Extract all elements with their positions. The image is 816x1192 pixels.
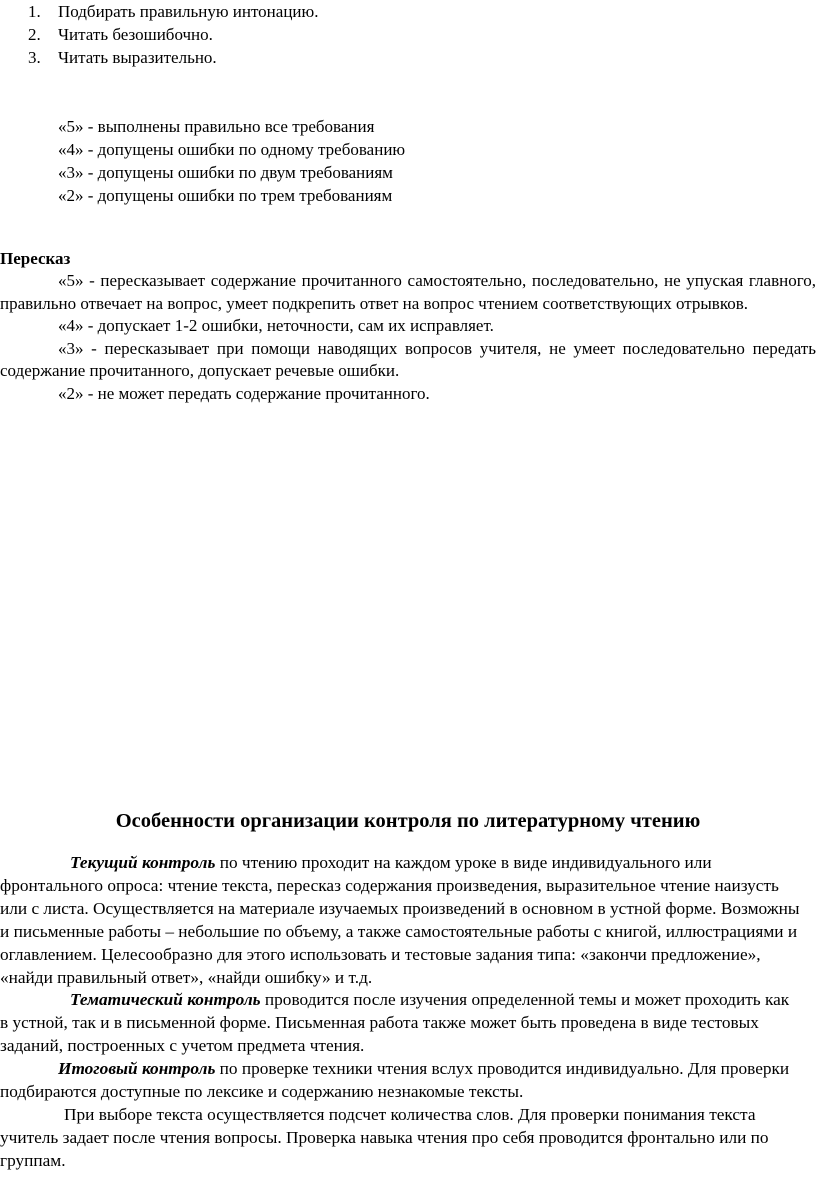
- closing-paragraph: При выборе текста осуществляется подсчет количества слов. Для проверки понимания текста учитель задает после чтения вопросы. Проверка навыка чтения про себя проводится фронтально или по группам.: [0, 1104, 769, 1170]
- current-control-paragraph: [0, 852, 800, 989]
- list-item: [28, 46, 318, 69]
- paragraph-text: по чтению проходит на каждом уроке в виде индивидуального или фронтального опроса: чтение текста, пересказ содержания произведения, выразительное чтение наизусть или с листа. Осуществляется на материале изучаемых произведений в основном в устной форме. Возможны и письменные работы – небольшие по объему, а также самостоятельные работы с книгой, иллюстрациями и оглавлением. Целесообразно для этого использовать и тестовые задания типа: «закончи предложение», «найди правильный ответ», «найди ошибку» и т.д.: [0, 853, 800, 987]
- paragraph-text: по проверке техники чтения вслух проводится индивидуально. Для проверки подбираются доступные по лексике и содержанию незнакомые тексты.: [0, 1059, 790, 1102]
- list-text: Подбирать правильную интонацию.: [58, 2, 319, 21]
- list-text: Читать безошибочно.: [58, 25, 213, 44]
- grade-line: «4» - допущены ошибки по одному требованию: [58, 140, 406, 159]
- grade-line: «2» - допущены ошибки по трем требованиям: [58, 186, 393, 205]
- retelling-paragraph: «5» - пересказывает содержание прочитанного самостоятельно, последовательно, не упуская главного, правильно отвечает на вопрос, умеет подкрепить ответ на вопрос чтением соответствующих отрывков.: [0, 271, 816, 313]
- retelling-criteria: [0, 270, 816, 406]
- term-final-control: Итоговый контроль: [58, 1059, 216, 1079]
- retelling-heading: Пересказ: [0, 249, 71, 268]
- list-item: [28, 0, 318, 23]
- retelling-paragraph: «3» - пересказывает при помощи наводящих вопросов учителя, не умеет последовательно передать содержание прочитанного, допускает речевые ошибки.: [0, 338, 816, 381]
- section-title: Особенности организации контроля по литературному чтению: [115, 810, 701, 832]
- final-control-paragraph: [0, 1058, 800, 1104]
- list-number: 2.: [28, 25, 41, 44]
- thematic-control-paragraph: [0, 989, 800, 1058]
- retelling-paragraph: «2» - не может передать содержание прочитанного.: [58, 383, 430, 403]
- term-current-control: Текущий контроль: [70, 853, 216, 872]
- list-item: [28, 23, 318, 46]
- term-thematic-control: Тематический контроль: [70, 990, 261, 1010]
- grade-line: «5» - выполнены правильно все требования: [58, 117, 375, 136]
- retelling-paragraph: «4» - допускает 1-2 ошибки, неточности, сам их исправляет.: [58, 316, 494, 336]
- grade-line: «3» - допущены ошибки по двум требованиям: [58, 163, 393, 182]
- list-text: Читать выразительно.: [58, 48, 217, 67]
- list-number: 1.: [28, 2, 41, 21]
- paragraph-text: проводится после изучения определенной темы и может проходить как в устной, так и в письменной форме. Письменная работа также может быть проведена в виде тестовых заданий, построенных с учетом предмета чтения.: [0, 990, 790, 1056]
- list-number: 3.: [28, 48, 41, 67]
- requirements-list: [28, 0, 318, 69]
- reading-grades-list: [58, 115, 405, 207]
- control-section-body: [0, 852, 800, 1173]
